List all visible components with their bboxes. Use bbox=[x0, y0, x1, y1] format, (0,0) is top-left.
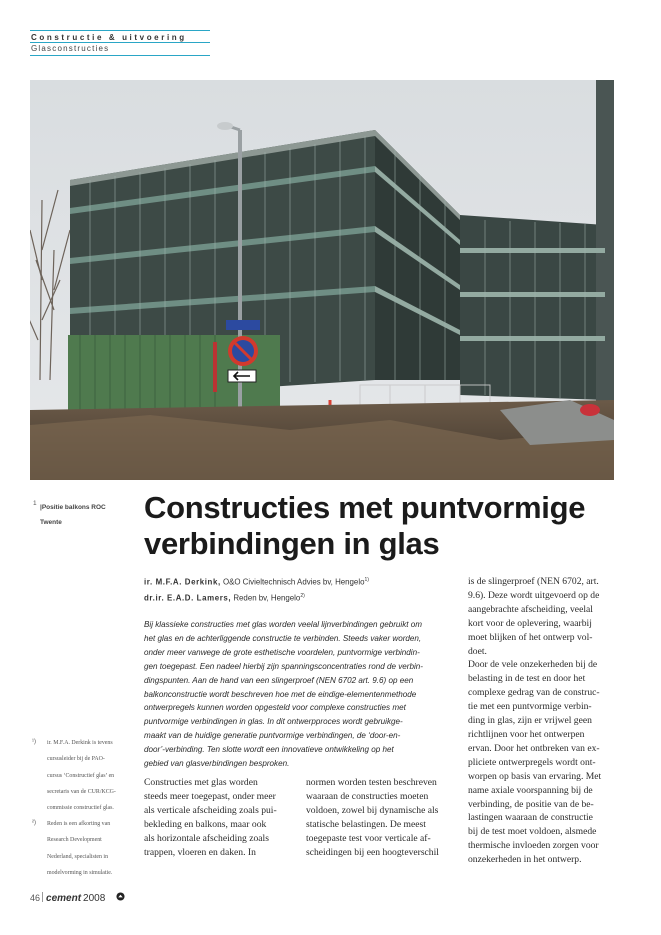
body-line: aangebrachte afscheiding, veelal bbox=[468, 603, 593, 615]
body-line: verbinding, de positie van de be- bbox=[468, 798, 594, 810]
abstract bbox=[144, 618, 453, 771]
magazine-logo-icon bbox=[116, 892, 125, 901]
body-line: trappen, vloeren en daken. In bbox=[144, 846, 256, 858]
body-line: bij de test moet voldoen, alsmede bbox=[468, 826, 597, 838]
building-photo bbox=[30, 80, 614, 480]
article-title bbox=[144, 490, 624, 562]
author-footnote-mark: 2) bbox=[300, 593, 305, 599]
abstract-line: Bij klassieke constructies met glas worden veelal lijnverbindingen gebruikt om bbox=[144, 620, 423, 629]
header-bottom-rule bbox=[30, 55, 210, 56]
header-top-rule bbox=[30, 30, 210, 31]
footnote-line: Research Development bbox=[47, 837, 102, 844]
footnote-line: ir. M.F.A. Derkink is tevens bbox=[47, 740, 113, 746]
caption-line: Twente bbox=[40, 519, 62, 526]
abstract-line: onder meer vanwege de grote esthetische voordelen, puntvormige verbindin- bbox=[144, 647, 420, 657]
author-affiliation: Reden bv, Hengelo bbox=[231, 593, 301, 603]
body-line: als verticale afscheiding zoals pui- bbox=[144, 804, 277, 816]
body-line: statische belastingen. De meest bbox=[306, 818, 426, 830]
title-line: Constructies met puntvormige bbox=[144, 490, 586, 525]
abstract-line: maakt van de huidige generatie puntvormige verbindingen, de ‘door-en- bbox=[144, 731, 401, 741]
body-line: ding in glas, zijn er vrijwel geen bbox=[468, 715, 592, 727]
abstract-line: door’-verbinding. Ten slotte wordt een innovatieve ontwikkeling op het bbox=[144, 745, 394, 755]
abstract-line: dingspunten. Aan de hand van een slingerproef (NEN 6702 art. 9.6) op een bbox=[144, 675, 414, 685]
footnote-line: secretaris van de CUR/KCG- bbox=[47, 788, 116, 795]
author-2 bbox=[144, 593, 305, 603]
body-line: ervan. Door het ontbreken van ex- bbox=[468, 742, 600, 754]
caption-line: |Positie balkons ROC bbox=[40, 504, 106, 511]
figure-number: 1 bbox=[33, 500, 37, 507]
body-line: name axiale voorspanning bij de bbox=[468, 784, 593, 796]
magazine-name: cement bbox=[46, 893, 82, 904]
body-line: worpen op basis van ervaring. Met bbox=[468, 770, 602, 782]
author-1 bbox=[144, 577, 369, 587]
body-column-3 bbox=[468, 575, 618, 867]
page-number: 46 bbox=[30, 893, 41, 903]
body-line: richtlijnen voor het ontwerpen bbox=[468, 728, 585, 740]
body-line: is de slingerproef (NEN 6702, art. bbox=[468, 576, 599, 587]
abstract-line: puntvormige verbindingen in glas. In dit ontwerpproces wordt gebruikge- bbox=[144, 717, 403, 727]
body-column-1 bbox=[144, 776, 294, 859]
footnote-line: Reden is een afkorting van bbox=[47, 821, 111, 827]
body-line: thermische invloeden zorgen voor bbox=[468, 840, 599, 852]
body-line: bekleding en balkons, maar ook bbox=[144, 818, 267, 830]
footnote-line: modelvorming in simulatie. bbox=[47, 869, 113, 876]
author-name: ir. M.F.A. Derkink, bbox=[144, 577, 221, 587]
body-line: Door de vele onzekerheden bij de bbox=[468, 659, 598, 671]
footnote-line: Nederland, specialisten in bbox=[47, 853, 109, 860]
body-line: voldoen, zowel bij dynamische als bbox=[306, 804, 439, 816]
body-line: 9.6). Deze wordt uitgevoerd op de bbox=[468, 589, 600, 601]
author-footnote-mark: 1) bbox=[364, 577, 369, 583]
section-label: Constructie & uitvoering bbox=[31, 33, 187, 42]
abstract-line: balkonconstructie wordt beschreven hoe met de eindige-elementenmethode bbox=[144, 689, 417, 699]
body-line: Constructies met glas worden bbox=[144, 777, 258, 788]
header-mid-rule bbox=[30, 42, 210, 43]
footer-divider bbox=[42, 892, 43, 902]
body-line: normen worden testen beschreven bbox=[306, 777, 437, 788]
page-footer bbox=[30, 892, 105, 904]
footnote-line: commissie constructief glas. bbox=[47, 805, 114, 812]
footnote-mark-2: ²) bbox=[32, 820, 36, 826]
author-affiliation: O&O Civieltechnisch Advies bv, Hengelo bbox=[220, 577, 365, 587]
subsection-label: Glasconstructies bbox=[31, 44, 110, 53]
footnote-line: cursusleider bij de PAO- bbox=[47, 756, 105, 763]
body-line: pliciete ontwerpregels wordt ont- bbox=[468, 756, 596, 768]
abstract-line: het glas en de achterliggende constructie te verbinden. Steeds vaker worden, bbox=[144, 633, 422, 643]
body-line: tie met een puntvormige verbin- bbox=[468, 701, 592, 713]
footnote-line: cursus ‘Constructief glas’ en bbox=[47, 772, 115, 779]
body-line: moet blijken of het ontwerp vol- bbox=[468, 631, 593, 643]
footnote-1 bbox=[47, 735, 133, 816]
abstract-line: gen toegepast. Een nadeel hierbij zijn spanningsconcentraties rond de verbin- bbox=[144, 661, 423, 671]
body-line: scheidingen bij een hoogteverschil bbox=[306, 846, 439, 858]
abstract-line: gebied van glasverbindingen besproken. bbox=[144, 759, 290, 769]
body-line: complexe gedrag van de construc- bbox=[468, 687, 600, 699]
body-line: waaraan de constructies moeten bbox=[306, 790, 429, 802]
title-line: verbindingen in glas bbox=[144, 526, 440, 561]
figure-caption bbox=[40, 500, 120, 530]
body-line: als horizontale afscheiding zoals bbox=[144, 832, 269, 844]
abstract-line: ontwerpregels kunnen worden opgesteld voor complexe constructies met bbox=[144, 703, 406, 713]
body-line: belasting in de test en door het bbox=[468, 673, 586, 685]
footnote-2 bbox=[47, 816, 133, 881]
magazine-year: 2008 bbox=[83, 893, 106, 904]
body-line: kort voor de oplevering, waarbij bbox=[468, 617, 592, 629]
body-line: doet. bbox=[468, 645, 487, 657]
body-line: steeds meer toegepast, onder meer bbox=[144, 790, 276, 802]
body-column-2 bbox=[306, 776, 456, 859]
body-line: toegepaste test voor verticale af- bbox=[306, 832, 431, 844]
body-line: onzekerheden in het ontwerp. bbox=[468, 854, 582, 866]
footnote-mark-1: ¹) bbox=[32, 739, 36, 745]
body-line: lastingen waaraan de constructie bbox=[468, 812, 593, 824]
author-name: dr.ir. E.A.D. Lamers, bbox=[144, 593, 232, 603]
